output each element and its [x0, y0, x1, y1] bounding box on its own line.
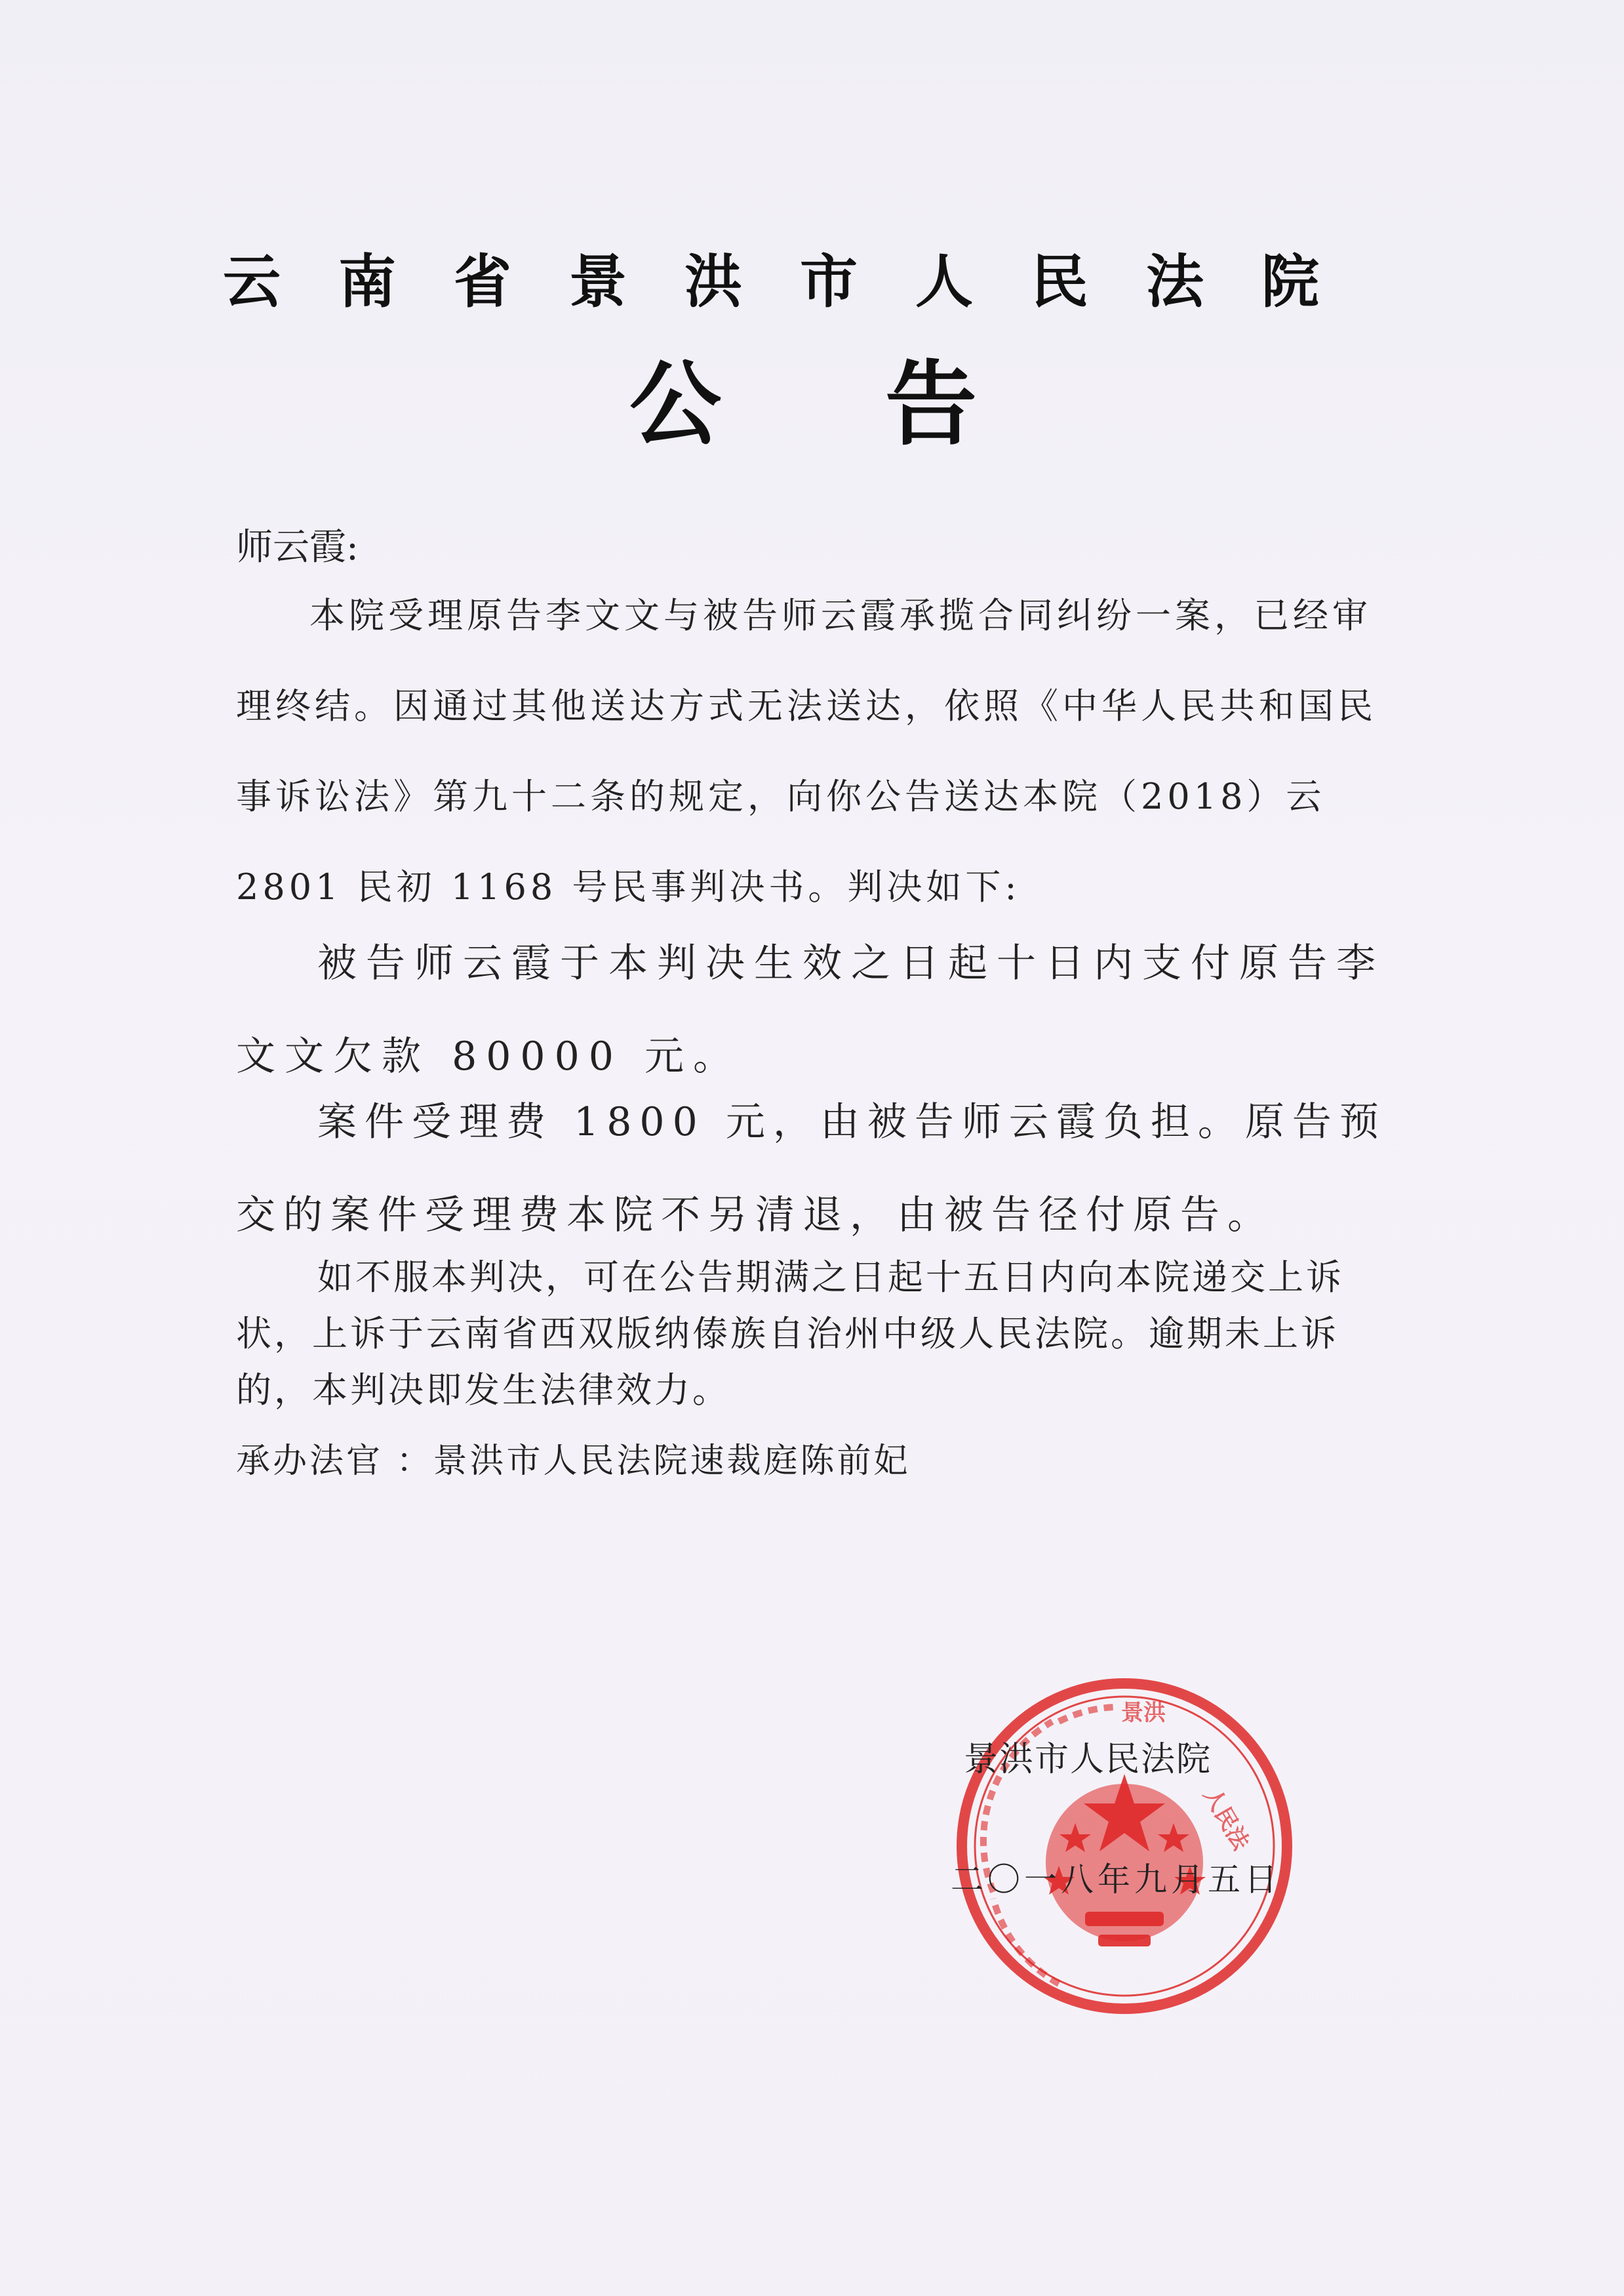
judgment-paragraph-payment: 被告师云霞于本判决生效之日起十日内支付原告李文文欠款 80000 元。 [236, 940, 1385, 1079]
addressee: 师云霞: [236, 526, 359, 569]
court-name-heading: 云南省景洪市人民法院 [223, 248, 1377, 315]
seal-text-right: 人民法 [1198, 1783, 1254, 1855]
signature-court-name: 景洪市人民法院 [964, 1740, 1212, 1779]
notice-title: 公告 [629, 352, 1141, 458]
notice-paragraph-service: 本院受理原告李文文与被告师云霞承揽合同纠纷一案，已经审理终结。因通过其他送达方式无法送达，依照《中华人民共和国民事诉讼法》第九十二条的规定，向你公告送达本院（2018）云 2801 民初 1168 号民事判决书。判决如下: [236, 595, 1377, 908]
appeal-paragraph: 如不服本判决，可在公告期满之日起十五日内向本院递交上诉状，上诉于云南省西双版纳傣族自治州中级人民法院。逾期未上诉的，本判决即发生法律效力。 [236, 1257, 1344, 1411]
judgment-paragraph-fees: 案件受理费 1800 元，由被告师云霞负担。原告预交的案件受理费本院不另清退，由被告径付原告。 [236, 1099, 1387, 1238]
court-seal-stamp [954, 1676, 1295, 2017]
presiding-judge-line: 承办法官 ：景洪市人民法院速裁庭陈前妃 [236, 1441, 911, 1481]
signature-date: 二〇一八年九月五日 [951, 1861, 1281, 1899]
seal-text-top: 景洪 [1121, 1700, 1166, 1726]
